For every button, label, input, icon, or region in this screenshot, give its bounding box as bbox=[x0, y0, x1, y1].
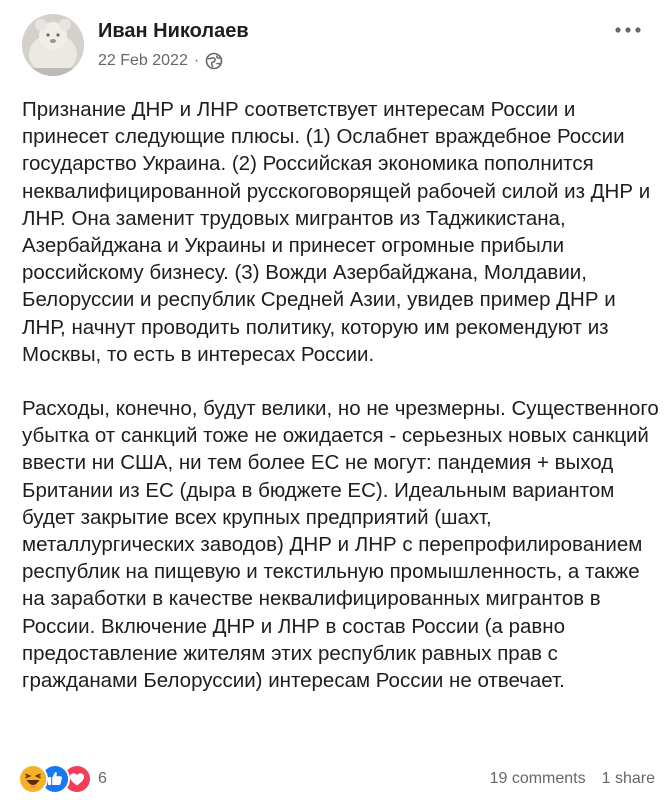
reactions-summary[interactable] bbox=[18, 764, 107, 794]
post-paragraph-1: Признание ДНР и ЛНР соответствует интересам России и принесет следующие плюсы. (1) Ослабнет враждебное России государство Украина. (2) Российская экономика пополнится неквалифицированной русскоговорящей рабочей силой из ДНР и ЛНР. Она заменит трудовых мигрантов из Таджикистана, Азербайджана и Украины и принесет огромные прибыли российскому бизнесу. (3) Вожди Азербайджана, Молдавии, Белоруссии и республик Средней Азии, увидев пример ДНР и ЛНР, начнут проводить политику, которую им рекомендуют из Москвы, то есть в интересах России. bbox=[22, 98, 651, 366]
comments-link[interactable]: 19 comments bbox=[489, 770, 586, 787]
reaction-count: 6 bbox=[98, 770, 107, 787]
shares-link[interactable]: 1 share bbox=[601, 770, 655, 787]
post-paragraph-2: Расходы, конечно, будут велики, но не чрезмерны. Существенного убытка от санкций тоже не ожидается - серьезных новых санкций ввести ни США, ни тем более ЕС не могут: пандемия + выход Британии из ЕС (дыра в бюджете ЕС). Идеальным вариантом будет закрытие всех крупных предприятий (шахт, металлургических заводов) ДНР и ЛНР с перепрофилированием республик на пищевую и текстильную промышленность, а также на заработки в качестве неквалифицированных мигрантов в России. Включение ДНР и ЛНР в состав России (а равно предоставление жителям этих республик равных прав с гражданами Белоруссии) интересам России не отвечает. bbox=[22, 397, 659, 693]
avatar-image bbox=[22, 14, 84, 76]
meta-separator: · bbox=[193, 52, 200, 69]
post-meta bbox=[98, 52, 223, 70]
author-avatar[interactable] bbox=[22, 14, 84, 76]
globe-icon[interactable] bbox=[205, 52, 223, 70]
post-date[interactable]: 22 Feb 2022 bbox=[98, 52, 188, 69]
more-options-icon[interactable] bbox=[611, 20, 645, 40]
post-footer bbox=[18, 764, 655, 794]
haha-icon bbox=[18, 764, 48, 794]
author-name[interactable]: Иван Николаев bbox=[98, 20, 249, 42]
post-content bbox=[22, 96, 662, 694]
